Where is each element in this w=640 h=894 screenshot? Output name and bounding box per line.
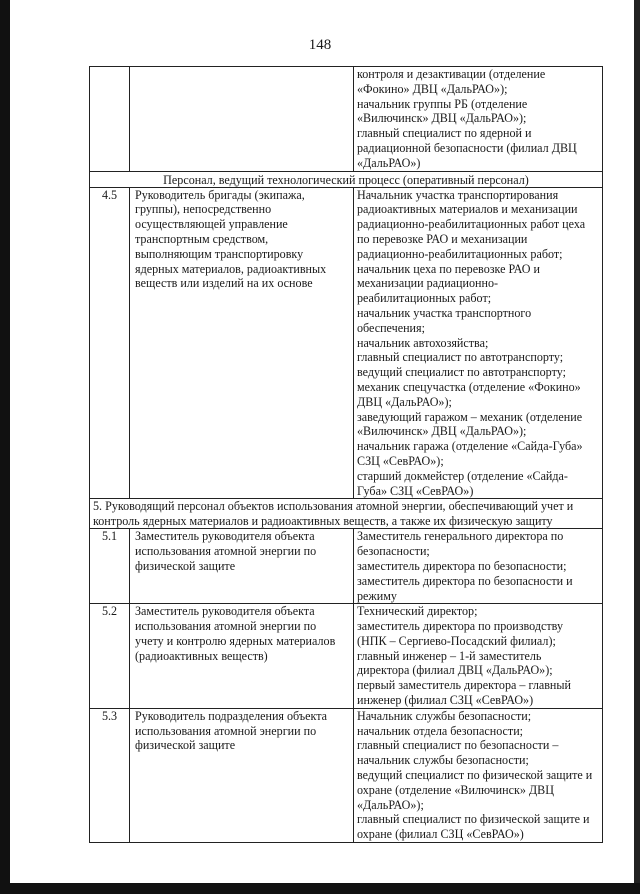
row-number: 4.5 <box>90 187 130 499</box>
positions-table <box>89 66 603 843</box>
scan-border-right <box>634 0 640 894</box>
equivalent-positions: Начальник участка транспортирования радиоактивных материалов и механизации радиационно-реабилитационных работ цеха по перевозке РАО и механизации радиационно-реабилитационных работ; начальник цеха по перевозке РАО и механизации радиационно- реабилитационных работ; начальник участка транспортного обеспечения; начальник автохозяйства; главный специалист по автотранспорту; ведущий специалист по автотранспорту; механик спецучастка (отделение «Фокино» ДВЦ «ДальРАО»); заведующий гаражом – механик (отделение «Вилючинск» ДВЦ «ДальРАО»); начальник гаража (отделение «Сайда-Губа» СЗЦ «СевРАО»); старший докмейстер (отделение «Сайда- Губа» СЗЦ «СевРАО») <box>354 187 603 499</box>
position-title: Заместитель руководителя объекта использования атомной энергии по физической защите <box>130 529 354 604</box>
section-band-row <box>90 171 603 187</box>
equivalent-positions: контроля и дезактивации (отделение «Фокино» ДВЦ «ДальРАО»); начальник группы РБ (отделение «Вилючинск» ДВЦ «ДальРАО»); главный специалист по ядерной и радиационной безопасности (филиал ДВЦ «ДальРАО») <box>354 67 603 172</box>
scan-border-bottom <box>0 883 640 894</box>
position-title <box>130 67 354 172</box>
row-number: 5.3 <box>90 708 130 842</box>
page-number: 148 <box>308 37 332 53</box>
row-number: 5.1 <box>90 529 130 604</box>
table-row <box>90 604 603 709</box>
scan-border-left <box>0 0 10 894</box>
table-row <box>90 529 603 604</box>
equivalent-positions: Заместитель генерального директора по безопасности; заместитель директора по безопасности; заместитель директора по безопасности и режиму <box>354 529 603 604</box>
section-heading: Персонал, ведущий технологический процесс (оперативный персонал) <box>90 171 603 187</box>
position-title: Руководитель бригады (экипажа, группы), непосредственно осуществляющей управление транспортным средством, выполняющим транспортировку ядерных материалов, радиоактивных веществ или изделий на их основе <box>130 187 354 499</box>
row-number <box>90 67 130 172</box>
position-title: Заместитель руководителя объекта использования атомной энергии по учету и контролю ядерных материалов (радиоактивных веществ) <box>130 604 354 709</box>
table-row <box>90 187 603 499</box>
equivalent-positions: Начальник службы безопасности; начальник отдела безопасности; главный специалист по безопасности – начальник службы безопасности; ведущий специалист по физической защите и охране (отделение «Вилючинск» ДВЦ «ДальРАО»); главный специалист по физической защите и охране (филиал СЗЦ «СевРАО») <box>354 708 603 842</box>
section-band-row <box>90 499 603 529</box>
row-number: 5.2 <box>90 604 130 709</box>
table-row <box>90 708 603 842</box>
position-title: Руководитель подразделения объекта использования атомной энергии по физической защите <box>130 708 354 842</box>
table-row <box>90 67 603 172</box>
section-heading: 5. Руководящий персонал объектов использования атомной энергии, обеспечивающий учет и контроль ядерных материалов и радиоактивных веществ, а также их физическую защиту <box>90 499 603 529</box>
equivalent-positions: Технический директор; заместитель директора по производству (НПК – Сергиево-Посадский филиал); главный инженер – 1-й заместитель директора (филиал ДВЦ «ДальРАО»); первый заместитель директора – главный инженер (филиал СЗЦ «СевРАО») <box>354 604 603 709</box>
